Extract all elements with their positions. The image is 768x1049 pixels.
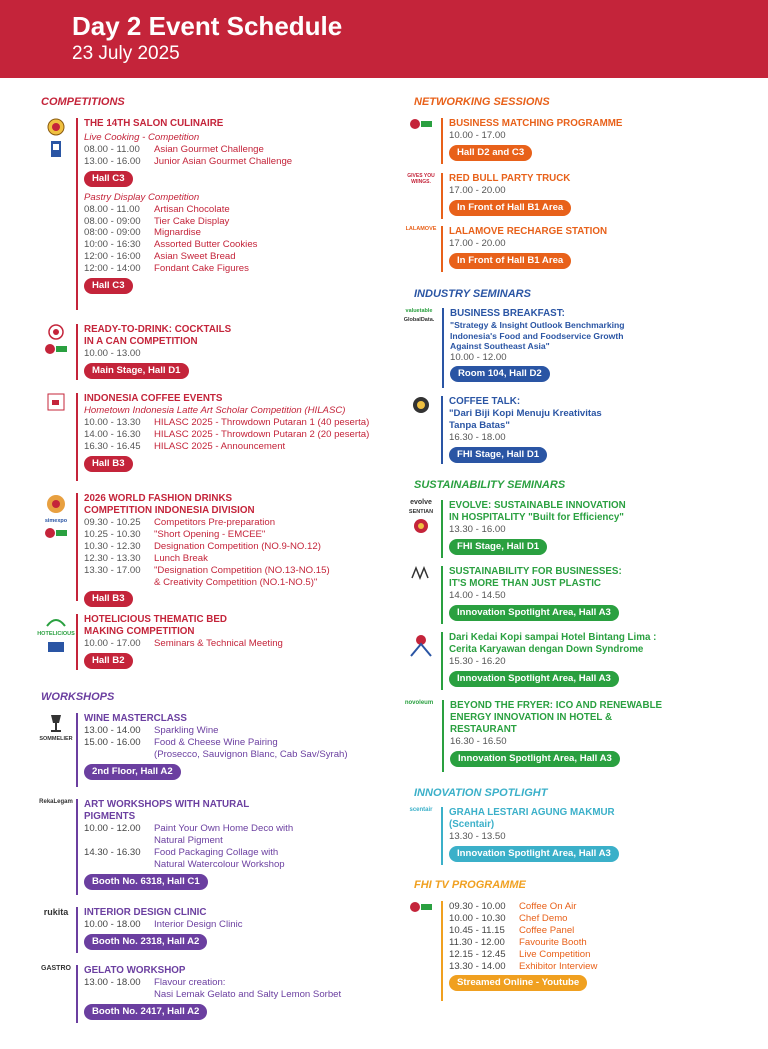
schedule-time: 10:00 - 16:30: [84, 239, 141, 251]
schedule-time: 09.30 - 10.00: [449, 901, 506, 912]
breakfast-logos: [400, 308, 438, 388]
divider-line: [441, 566, 443, 624]
event-subtitle: Live Cooking - Competition: [84, 132, 200, 143]
schedule-row: [449, 925, 597, 937]
event-redbull: [405, 173, 755, 219]
divider-line: [76, 713, 78, 787]
schedule-row: [84, 429, 369, 441]
schedule-row: [84, 638, 283, 650]
schedule-row: [84, 263, 292, 275]
event-time: 16.30 - 16.50: [450, 736, 507, 747]
venue-badge: Booth No. 2318, Hall A2: [84, 934, 207, 950]
schedule-activity: Artisan Chocolate: [154, 203, 230, 215]
schedule-time: 11.30 - 12.00: [449, 936, 505, 948]
event-time: 14.00 - 14.50: [449, 590, 506, 601]
schedule-row: [84, 529, 330, 541]
coffeetalk-content: [449, 396, 602, 464]
schedule-time: 09.30 - 10.25: [84, 517, 141, 528]
schedule-time: [84, 749, 154, 761]
schedule-activity: Tier Cake Display: [154, 215, 230, 227]
venue-badge: Hall C3: [84, 171, 133, 187]
venue-badge: FHI Stage, Hall D1: [449, 539, 547, 555]
schedule-activity: Mignardise: [154, 227, 201, 239]
section-fhitv: FHI TV PROGRAMME: [414, 879, 526, 891]
schedule-row: [84, 216, 292, 228]
venue-badge: Hall C3: [84, 278, 133, 294]
schedule-time: 14.00 - 16.30: [84, 428, 141, 440]
venue-badge: Main Stage, Hall D1: [84, 363, 189, 379]
schedule-time: 13.30 - 17.00: [84, 564, 141, 576]
event-title: BUSINESS BREAKFAST:: [450, 308, 565, 319]
event-title: LALAMOVE RECHARGE STATION: [449, 226, 608, 237]
page-date: 23 July 2025: [72, 43, 180, 64]
binus-logo-icon: [47, 640, 65, 654]
schedule-row: [84, 859, 293, 871]
event-wine-masterclass: [40, 713, 380, 787]
divider-line: [76, 324, 78, 380]
event-title-line2: IN A CAN COMPETITION: [84, 336, 198, 347]
redbull-content: [449, 173, 571, 219]
page-header: [0, 0, 768, 78]
redbull-logos: [405, 173, 437, 219]
coffee-content: [84, 393, 369, 481]
schedule-time: 10.00 - 12.00: [84, 823, 141, 834]
schedule-time: 12:00 - 16:00: [84, 251, 141, 263]
schedule-activity: Flavour creation:: [154, 977, 226, 988]
schedule-row: [84, 441, 369, 453]
hotelicious-content: [84, 614, 283, 670]
art-logos: [40, 799, 72, 895]
schedule-row: [84, 144, 292, 156]
section-competitions: COMPETITIONS: [41, 96, 125, 108]
coffee-cup-icon: [47, 393, 65, 411]
rtd-badge-icon: [48, 324, 64, 340]
event-business-matching: [405, 118, 755, 164]
schedule-activity: Asian Sweet Bread: [154, 251, 236, 263]
divider-line: [76, 799, 78, 895]
fhi-logo-icon: [44, 527, 68, 539]
graha-content: [449, 807, 619, 865]
event-time: 16.30 - 18.00: [449, 431, 506, 443]
venue-badge: Hall B2: [84, 653, 133, 669]
section-sustainability: SUSTAINABILITY SEMINARS: [414, 479, 566, 491]
schedule-row: [84, 204, 292, 216]
simexpo-logo: simexpo: [44, 518, 68, 524]
interior-logos: [40, 907, 72, 953]
divider-line: [76, 614, 78, 670]
coffee-talk-badge-icon: [412, 396, 430, 414]
venue-badge: FHI Stage, Hall D1: [449, 447, 547, 463]
schedule-activity: (Prosecco, Sauvignon Blanc, Cab Sav/Syrah): [154, 748, 348, 760]
schedule-row: [84, 977, 341, 989]
event-time: 10.00 - 13.00: [84, 348, 141, 359]
event-coffee: [40, 393, 380, 481]
fhitv-logos: [405, 901, 437, 1001]
schedule-time: 12.30 - 13.30: [84, 552, 141, 564]
seal-icon: [413, 518, 429, 534]
divider-line: [442, 700, 444, 772]
schedule-row: [84, 919, 243, 931]
schedule-row: [84, 517, 330, 529]
venue-badge: Innovation Spotlight Area, Hall A3: [449, 671, 619, 687]
schedule-time: [84, 577, 154, 589]
event-title-line2: PIGMENTS: [84, 811, 136, 822]
graha-logos: [405, 807, 437, 865]
rtd-logos: [40, 324, 72, 380]
schedule-activity: HILASC 2025 - Throwdown Putaran 1 (40 peserta): [154, 416, 370, 428]
scentair-logo: scentair: [409, 807, 433, 813]
schedule-activity: Fondant Cake Figures: [154, 263, 249, 275]
event-art-workshops: [40, 799, 380, 895]
event-time: 10.00 - 17.00: [449, 130, 506, 141]
page-title: Day 2 Event Schedule: [72, 11, 343, 41]
event-title: GRAHA LESTARI AGUNG MAKMUR: [449, 807, 615, 818]
schedule-activity: Assorted Butter Cookies: [154, 239, 258, 251]
event-title: COFFEE TALK:: [449, 396, 521, 407]
stream-badge[interactable]: Streamed Online - Youtube: [449, 975, 587, 991]
schedule-time: 12.15 - 12.45: [449, 948, 506, 960]
event-interior-design: [40, 907, 380, 953]
schedule-activity: Paint Your Own Home Deco with: [154, 823, 294, 834]
schedule-activity: HILASC 2025 - Announcement: [154, 440, 286, 452]
event-title-line2: (Scentair): [449, 819, 495, 830]
rtd-content: [84, 324, 231, 380]
schedule-time: 10.00 - 13.30: [84, 416, 141, 428]
event-title: BEYOND THE FRYER: ICO AND RENEWABLE: [450, 700, 663, 711]
schedule-activity: Chef Demo: [519, 912, 568, 924]
schedule-time: 08.00 - 09:00: [84, 215, 141, 227]
schedule-time: 13.30 - 14.00: [449, 960, 506, 972]
lalamove-logos: [405, 226, 437, 272]
schedule-time: 14.30 - 16.30: [84, 846, 141, 858]
bmp-logos: [405, 118, 437, 164]
venue-badge: Room 104, Hall D2: [450, 366, 550, 382]
divider-line: [441, 396, 443, 464]
event-time: 13.30 - 13.50: [449, 831, 506, 842]
venue-badge: 2nd Floor, Hall A2: [84, 764, 181, 780]
schedule-time: 13.00 - 18.00: [84, 977, 141, 988]
schedule-time: 10.30 - 12.30: [84, 540, 141, 552]
fhi-logo-icon: [409, 118, 433, 130]
divider-line: [441, 901, 443, 1001]
schedule-activity: Live Competition: [519, 948, 591, 960]
event-time: 13.30 - 16.00: [449, 524, 506, 535]
event-lalamove: [405, 226, 755, 272]
salon-logos: [40, 118, 72, 310]
event-kedai-kopi: [405, 632, 755, 690]
salon-crest-icon: [49, 139, 63, 159]
schedule-activity: HILASC 2025 - Throwdown Putaran 2 (20 peserta): [154, 428, 370, 440]
fashion-logos: [40, 493, 72, 601]
schedule-time: [84, 835, 154, 847]
schedule-activity: Food & Cheese Wine Pairing: [154, 736, 278, 748]
divider-line: [76, 118, 78, 310]
schedule-time: 13.00 - 16.00: [84, 155, 141, 167]
schedule-time: 10.00 - 17.00: [84, 638, 141, 649]
evolve-logos: [405, 500, 437, 558]
schedule-time: 13.00 - 14.00: [84, 725, 141, 736]
schedule-activity: Seminars & Technical Meeting: [154, 638, 283, 649]
schedule-time: 08:00 - 09:00: [84, 227, 141, 239]
hotelicious-logo-icon: [45, 614, 67, 628]
event-business-breakfast: [400, 308, 755, 388]
divider-line: [76, 493, 78, 601]
fryer-content: [450, 700, 662, 772]
venue-badge: Hall D2 and C3: [449, 145, 532, 161]
event-title: READY-TO-DRINK: COCKTAILS: [84, 324, 232, 335]
schedule-activity: Competitors Pre-preparation: [154, 517, 276, 528]
coffee-logos: [40, 393, 72, 481]
divider-line: [441, 118, 443, 164]
event-time: 17.00 - 20.00: [449, 185, 506, 196]
event-hotelicious: [37, 614, 380, 670]
event-title-line2: IN HOSPITALITY "Built for Efficiency": [449, 512, 624, 523]
event-title: HOTELICIOUS THEMATIC BED: [84, 614, 227, 625]
schedule-row: [84, 847, 293, 859]
hotelicious-logos: [37, 614, 75, 670]
schedule-activity: Sparkling Wine: [154, 725, 219, 736]
event-title-line2: ENERGY INNOVATION IN HOTEL &: [450, 712, 613, 723]
coffeetalk-logos: [405, 396, 437, 464]
schedule-activity: Junior Asian Gourmet Challenge: [154, 155, 293, 167]
kedai-content: [449, 632, 656, 690]
evolve-logo: evolve: [410, 499, 432, 506]
venue-badge: Hall B3: [84, 456, 133, 472]
potads-logo-icon: [408, 632, 434, 658]
event-gelato-workshop: [40, 965, 380, 1023]
event-beyond-fryer: [400, 700, 755, 772]
event-quote: Against Southeast Asia": [450, 341, 550, 351]
venue-badge: In Front of Hall B1 Area: [449, 200, 571, 216]
novoleum-logo: novoleum: [404, 700, 434, 706]
schedule-row: [449, 913, 597, 925]
salon-content: [84, 118, 292, 310]
venue-badge: Booth No. 2417, Hall A2: [84, 1004, 207, 1020]
schedule-row: [84, 725, 348, 737]
schedule-activity: Natural Pigment: [154, 834, 223, 846]
event-title: THE 14TH SALON CULINAIRE: [84, 118, 224, 129]
gastro-logo: GASTRO: [41, 965, 71, 972]
event-title-line2: Cerita Karyawan dengan Down Syndrome: [449, 644, 644, 655]
schedule-row: [84, 553, 330, 565]
schedule-row: [84, 989, 341, 1001]
event-quote: "Strategy & Insight Outlook Benchmarking: [450, 320, 625, 330]
event-title: SUSTAINABILITY FOR BUSINESSES:: [449, 566, 622, 577]
schedule-row: [84, 541, 330, 553]
schedule-row: [84, 565, 330, 577]
schedule-row: [84, 156, 292, 168]
schedule-row: [84, 835, 293, 847]
event-title: BUSINESS MATCHING PROGRAMME: [449, 118, 623, 129]
event-title: WINE MASTERCLASS: [84, 713, 187, 724]
breakfast-content: [450, 308, 625, 388]
schedule-time: [84, 989, 154, 1001]
wine-content: [84, 713, 348, 787]
event-graha-lestari: [405, 807, 755, 865]
fashion-content: [84, 493, 330, 605]
event-title: GELATO WORKSHOP: [84, 965, 186, 976]
wine-glass-icon: [45, 713, 67, 733]
schedule-activity: Designation Competition (NO.9-NO.12): [154, 540, 321, 552]
schedule-activity: Favourite Booth: [519, 936, 587, 948]
hotelicious-logo-text: HOTELICIOUS: [37, 631, 75, 637]
valuetable-logo: valuetable: [405, 308, 433, 314]
schedule-activity: Interior Design Clinic: [154, 919, 243, 930]
event-title-line3: RESTAURANT: [450, 724, 517, 735]
schedule-activity: Natural Watercolour Workshop: [154, 858, 285, 870]
interior-content: [84, 907, 243, 953]
schedule-activity: & Creativity Competition (NO.1-NO.5)": [154, 576, 318, 588]
waste4change-logo-icon: [410, 566, 432, 580]
wine-logos: [40, 713, 72, 787]
schedule-activity: Lunch Break: [154, 552, 208, 564]
redbull-logo: GIVES YOU WIINGS.: [407, 173, 435, 185]
venue-badge: In Front of Hall B1 Area: [449, 253, 571, 269]
event-title: EVOLVE: SUSTAINABLE INNOVATION: [449, 500, 626, 511]
lalamove-logo: LALAMOVE: [405, 226, 437, 232]
event-title-line2: MAKING COMPETITION: [84, 626, 195, 637]
schedule-row: [84, 577, 330, 589]
section-workshops: WORKSHOPS: [41, 691, 115, 703]
event-quote: Indonesia's Food and Foodservice Growth: [450, 330, 624, 341]
schedule-time: [84, 859, 154, 871]
section-industry: INDUSTRY SEMINARS: [414, 288, 531, 300]
schedule-row: [84, 417, 369, 429]
schedule-row: [449, 949, 597, 961]
schedule-time: 08.00 - 11.00: [84, 143, 140, 155]
schedule-activity: Exhibitor Interview: [519, 960, 598, 972]
schedule-activity: Asian Gourmet Challenge: [154, 143, 264, 155]
schedule-time: 10.00 - 10.30: [449, 912, 506, 924]
event-title: Dari Kedai Kopi sampai Hotel Bintang Lima :: [449, 632, 657, 643]
evolve-content: [449, 500, 626, 558]
schedule-row: [449, 937, 597, 949]
schedule-time: 10.25 - 10.30: [84, 528, 141, 540]
lalamove-content: [449, 226, 607, 272]
schedule-activity: Coffee Panel: [519, 924, 575, 936]
event-title-line2: COMPETITION INDONESIA DIVISION: [84, 505, 255, 516]
schedule-activity: Food Packaging Collage with: [154, 846, 279, 858]
event-evolve: [405, 500, 755, 558]
event-salon-culinaire: [40, 118, 380, 310]
event-fashion-drinks: [40, 493, 380, 605]
art-content: [84, 799, 293, 895]
divider-line: [441, 807, 443, 865]
event-fhi-tv: [405, 901, 755, 1001]
schedule-row: [449, 961, 597, 973]
divider-line: [76, 907, 78, 953]
venue-badge: Innovation Spotlight Area, Hall A3: [450, 751, 620, 767]
event-title: 2026 WORLD FASHION DRINKS: [84, 493, 233, 504]
divider-line: [76, 965, 78, 1023]
schedule-row: [84, 239, 292, 251]
venue-badge: Hall B3: [84, 591, 133, 607]
fhi-logo-icon: [44, 343, 68, 355]
schedule-activity: "Designation Competition (NO.13-NO.15): [154, 564, 330, 576]
schedule-time: 10.45 - 11.15: [449, 924, 505, 936]
fhitv-content: [449, 901, 597, 1001]
venue-badge: Innovation Spotlight Area, Hall A3: [449, 605, 619, 621]
event-beyond-plastic: [405, 566, 755, 624]
schedule-time: 15.00 - 16.00: [84, 736, 141, 748]
schedule-time: 10.00 - 18.00: [84, 919, 141, 930]
schedule-row: [84, 823, 293, 835]
section-innovation: INNOVATION SPOTLIGHT: [414, 787, 548, 799]
section-networking: NETWORKING SESSIONS: [414, 96, 550, 108]
event-title: RED BULL PARTY TRUCK: [449, 173, 571, 184]
schedule-time: 08.00 - 11.00: [84, 203, 140, 215]
schedule-time: 16.30 - 16.45: [84, 440, 141, 452]
bmp-content: [449, 118, 622, 164]
event-coffee-talk: [405, 396, 755, 464]
schedule-activity: Coffee On Air: [519, 901, 577, 912]
schedule-row: [449, 901, 597, 913]
schedule-row: [84, 227, 292, 239]
divider-line: [76, 393, 78, 481]
plastic-logos: [405, 566, 437, 624]
event-title: INDONESIA COFFEE EVENTS: [84, 393, 223, 404]
event-subtitle: Pastry Display Competition: [84, 191, 200, 203]
schedule-activity: "Short Opening - EMCEE": [154, 528, 266, 540]
event-rtd-cocktails: [40, 324, 380, 380]
event-title-line2: IT'S MORE THAN JUST PLASTIC: [449, 578, 602, 589]
schedule-row: [84, 749, 348, 761]
fhi-logo-icon: [409, 901, 433, 913]
fryer-logos: [400, 700, 438, 772]
rukita-logo: rukita: [43, 907, 69, 917]
event-time: 15.30 - 16.20: [449, 656, 506, 667]
event-time: 17.00 - 20.00: [449, 238, 506, 249]
event-subtitle: Hometown Indonesia Latte Art Scholar Competition (HILASC): [84, 405, 346, 416]
rekalegam-logo: RekaLegam: [39, 799, 73, 805]
gelato-logos: [40, 965, 72, 1023]
event-title: INTERIOR DESIGN CLINIC: [84, 907, 207, 918]
schedule-activity: Nasi Lemak Gelato and Salty Lemon Sorbet: [154, 988, 342, 1000]
event-quote: "Dari Biji Kopi Menuju Kreativitas: [449, 408, 602, 419]
kedai-logos: [405, 632, 437, 690]
schedule-time: 12:00 - 14:00: [84, 263, 141, 275]
schedule-row: [84, 251, 292, 263]
schedule-row: [84, 737, 348, 749]
event-quote: Tanpa Batas": [449, 419, 510, 431]
venue-badge: Booth No. 6318, Hall C1: [84, 874, 208, 890]
divider-line: [441, 173, 443, 219]
globaldata-logo: GlobalData.: [403, 317, 435, 323]
salon-medal-icon: [47, 118, 65, 136]
sommelier-logo-text: SOMMELIER: [39, 736, 73, 742]
plastic-content: [449, 566, 622, 624]
divider-line: [441, 226, 443, 272]
divider-line: [442, 308, 444, 388]
sentian-logo: SENTIAN: [408, 509, 434, 515]
event-time: 10.00 - 12.00: [450, 351, 507, 363]
venue-badge: Innovation Spotlight Area, Hall A3: [449, 846, 619, 862]
fashion-flower-icon: [45, 493, 67, 515]
event-title: ART WORKSHOPS WITH NATURAL: [84, 799, 250, 810]
gelato-content: [84, 965, 341, 1023]
divider-line: [441, 500, 443, 558]
divider-line: [441, 632, 443, 690]
